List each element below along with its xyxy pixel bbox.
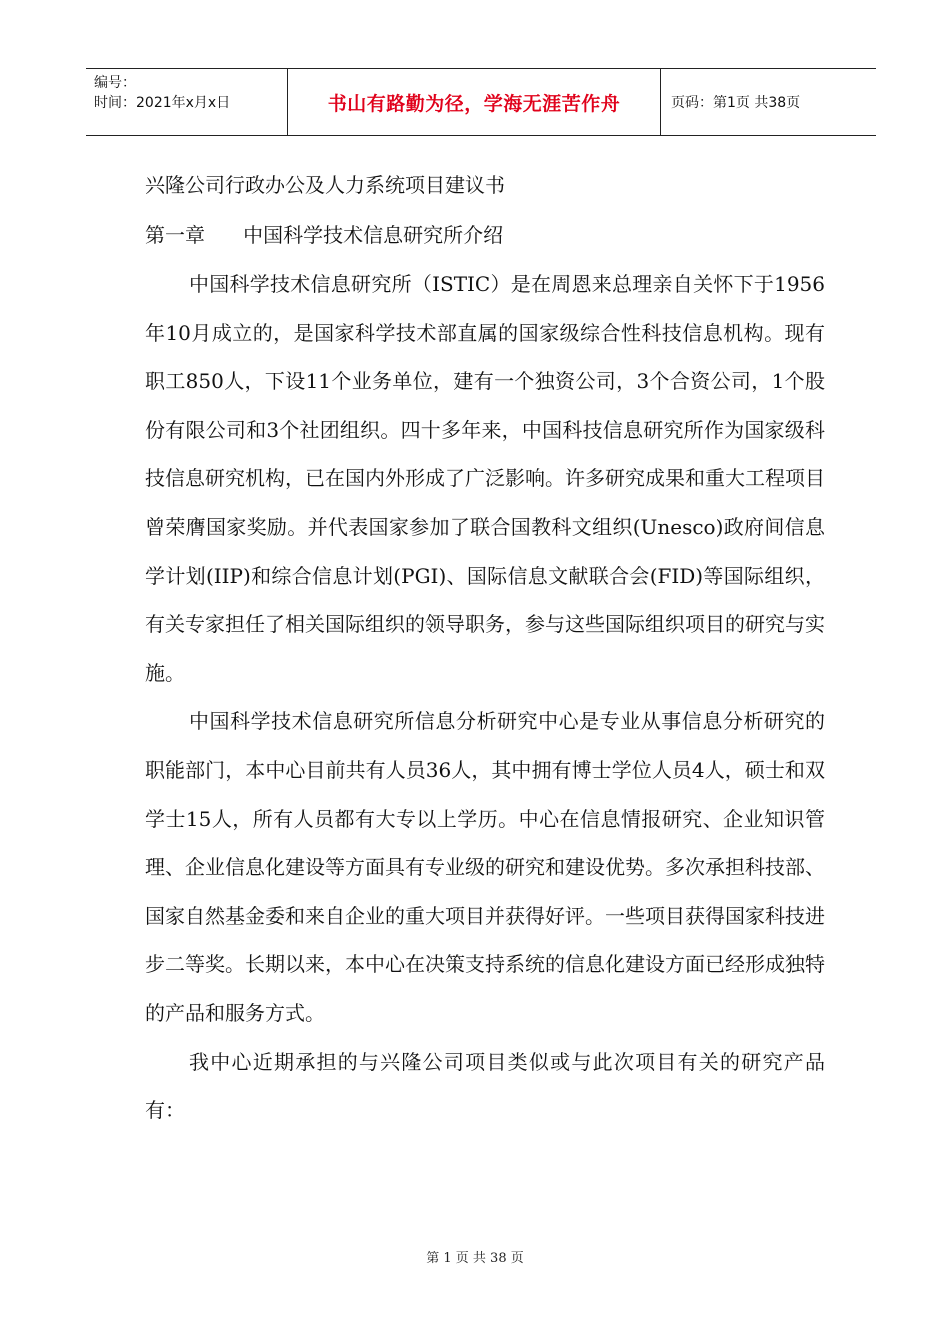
document-title: 兴隆公司行政办公及人力系统项目建议书 [145,173,505,197]
header-page-cell [661,69,876,135]
number-label: 编号： [94,75,136,91]
page-info: 页码：第1页 共38页 [671,95,801,111]
paragraph: 中国科学技术信息研究所（ISTIC）是在周恩来总理亲自关怀下于1956年10月成立的，是国家科学技术部直属的国家级综合性科技信息机构。现有职工850人，下设11个业务单位，建有一个独资公司，3个合资公司，1个股份有限公司和3个社团组织。四十多年来，中国科技信息研究所作为国家级科技信息研究机构，已在国内外形成了广泛影响。许多研究成果和重大工程项目曾荣膺国家奖励。并代表国家参加了联合国教科文组织(Unesco)政府间信息学计划(IIP)和综合信息计划(PGI)、国际信息文献联合会(FID)等国际组织，有关专家担任了相关国际组织的领导职务，参与这些国际组织项目的研究与实施。 [145,272,825,685]
header-meta-cell [86,69,288,135]
header-table [86,68,876,136]
page-footer: 第 1 页 共 38 页 [426,1251,524,1266]
document-body [145,160,825,1135]
chapter-heading: 第一章 中国科学技术信息研究所介绍 [145,223,504,247]
time-label: 时间：2021年x月x日 [94,95,231,111]
motto-text: 书山有路勤为径，学海无涯苦作舟 [327,92,621,115]
paragraph: 我中心近期承担的与兴隆公司项目类似或与此次项目有关的研究产品有： [145,1049,825,1123]
paragraph: 中国科学技术信息研究所信息分析研究中心是专业从事信息分析研究的职能部门，本中心目前共有人员36人，其中拥有博士学位人员4人，硕士和双学士15人，所有人员都有大专以上学历。中心在信息情报研究、企业知识管理、企业信息化建设等方面具有专业级的研究和建设优势。多次承担科技部、国家自然基金委和来自企业的重大项目并获得好评。一些项目获得国家科技进步二等奖。长期以来，本中心在决策支持系统的信息化建设方面已经形成独特的产品和服务方式。 [145,709,825,1025]
header-motto-cell [288,69,661,135]
